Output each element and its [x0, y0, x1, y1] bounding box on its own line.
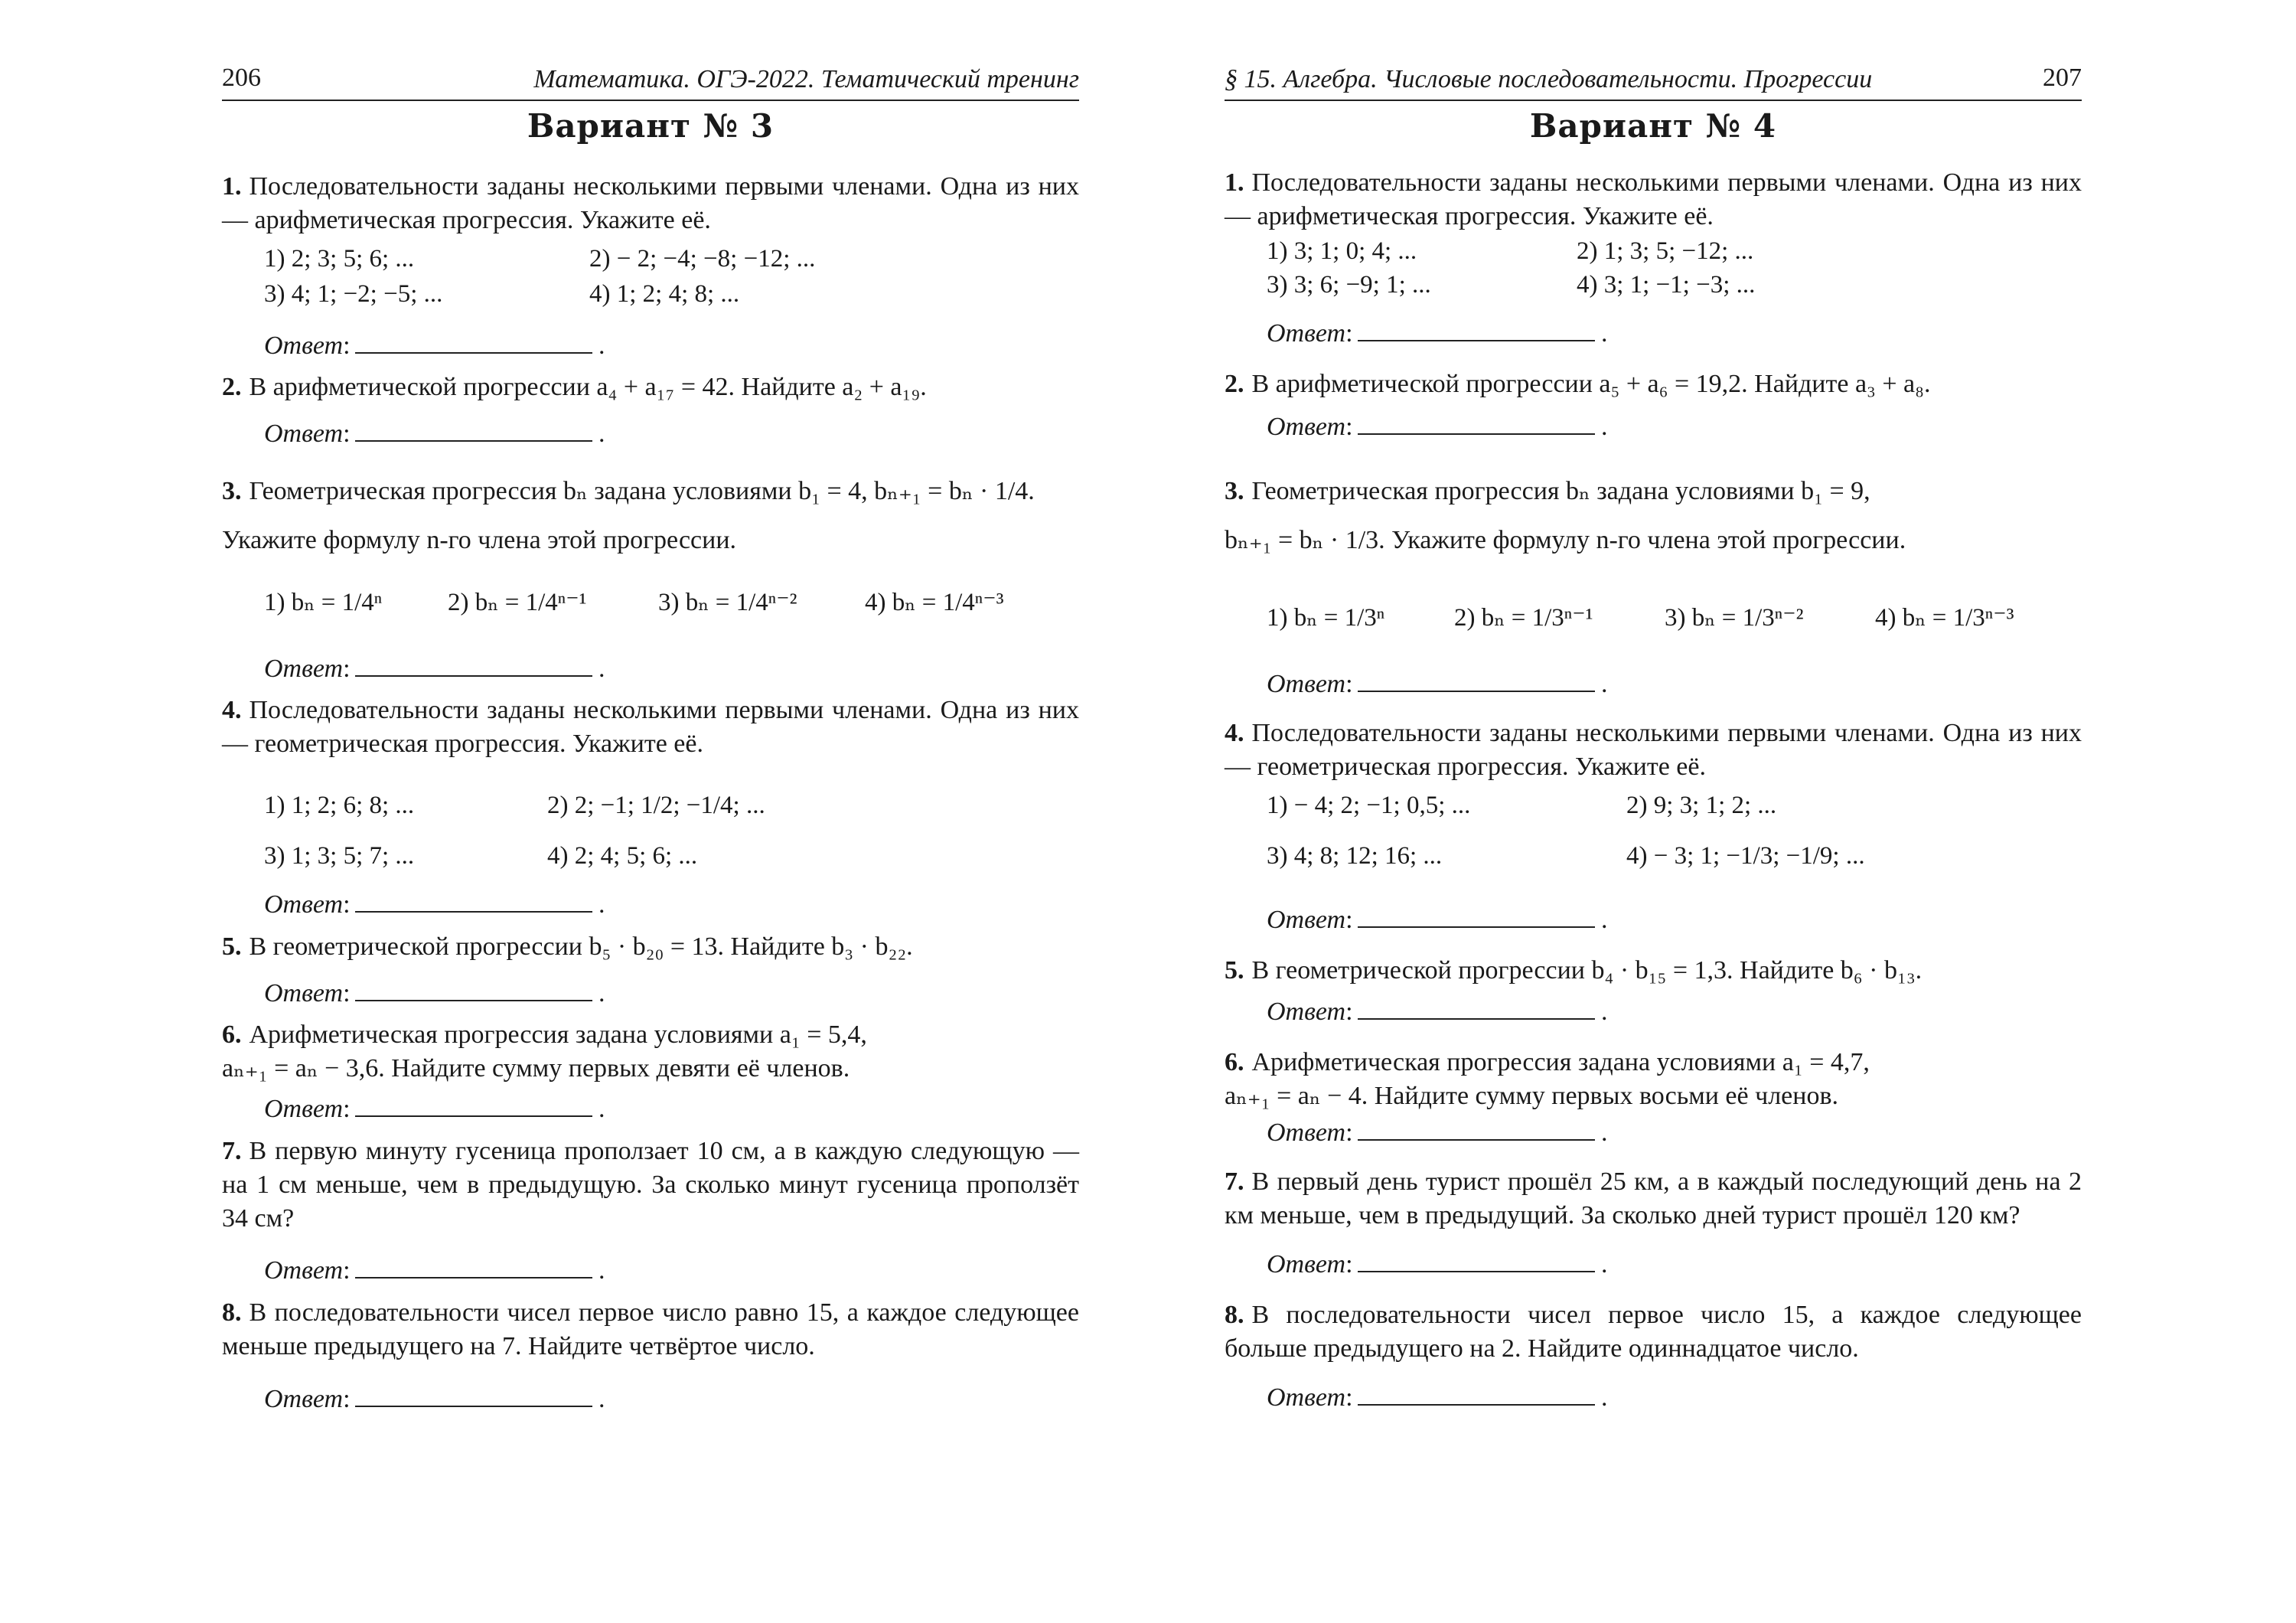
- question-1: [1225, 166, 2082, 233]
- question-number: 8.: [222, 1298, 242, 1327]
- answer-label: Ответ: [264, 331, 344, 360]
- question-4: [1225, 717, 2082, 784]
- question-6-line-2: aₙ₊₁ = aₙ − 3,6. Найдите сумму первых девяти её членов.: [222, 1054, 850, 1083]
- question-8: [1225, 1298, 2082, 1366]
- answer-label: Ответ: [264, 1385, 344, 1413]
- answer-label: Ответ: [264, 1256, 344, 1285]
- option-2[interactable]: 2) 9; 3; 1; 2; ...: [1626, 792, 1777, 819]
- answer-field-2[interactable]: Ответ: .: [1267, 410, 1608, 442]
- answer-label: Ответ: [1267, 1250, 1346, 1278]
- option-2[interactable]: 2) 1; 3; 5; −12; ...: [1577, 237, 1754, 265]
- question-text: В арифметической прогрессии a₅ + a₆ = 19,2. Найдите a₃ + a₈.: [1251, 370, 1931, 398]
- option-1[interactable]: 1) bₙ = 1/4ⁿ: [264, 589, 383, 616]
- question-text: Последовательности заданы несколькими первыми членами. Одна из них — геометрическая прогрессия. Укажите её.: [1225, 719, 2082, 781]
- option-4[interactable]: 4) bₙ = 1/3ⁿ⁻³: [1875, 604, 2014, 632]
- question-text: Геометрическая прогрессия bₙ задана условиями b₁ = 4, bₙ₊₁ = bₙ · 1/4.: [249, 477, 1035, 505]
- question-number: 2.: [222, 373, 242, 401]
- answer-field-8[interactable]: Ответ: .: [1267, 1381, 1608, 1412]
- answer-field-3[interactable]: Ответ: .: [1267, 668, 1608, 699]
- option-3[interactable]: 3) 4; 8; 12; 16; ...: [1267, 842, 1443, 870]
- answer-label: Ответ: [264, 979, 344, 1007]
- answer-field-4[interactable]: Ответ: .: [264, 888, 605, 919]
- question-5: [1225, 954, 2082, 988]
- question-2: [222, 371, 1079, 404]
- option-2[interactable]: 2) bₙ = 1/3ⁿ⁻¹: [1454, 604, 1593, 632]
- answer-field-7[interactable]: Ответ: .: [264, 1254, 605, 1285]
- page-header: [222, 61, 1079, 101]
- question-7: [1225, 1165, 2082, 1233]
- option-1[interactable]: 1) bₙ = 1/3ⁿ: [1267, 604, 1385, 632]
- question-number: 1.: [1225, 168, 1244, 197]
- answer-label: Ответ: [1267, 998, 1346, 1026]
- question-text: В первую минуту гусеница проползает 10 см, а в каждую следующую — на 1 см меньше, чем в предыдущую. За сколько минут гусеница проползёт 34 см?: [222, 1137, 1079, 1233]
- option-1[interactable]: 1) 3; 1; 0; 4; ...: [1267, 237, 1417, 265]
- variant-title: Вариант № 4: [1529, 107, 1777, 145]
- question-3-line-2: bₙ₊₁ = bₙ · 1/3. Укажите формулу n-го члена этой прогрессии.: [1225, 526, 1906, 554]
- answer-label: Ответ: [264, 420, 344, 448]
- question-text: Последовательности заданы несколькими первыми членами. Одна из них — геометрическая прогрессия. Укажите её.: [222, 696, 1079, 758]
- running-title: Математика. ОГЭ-2022. Тематический тренинг: [533, 65, 1079, 93]
- option-3[interactable]: 3) 3; 6; −9; 1; ...: [1267, 271, 1431, 299]
- option-3[interactable]: 3) bₙ = 1/4ⁿ⁻²: [658, 589, 797, 616]
- page-number: 207: [2043, 64, 2082, 92]
- question-number: 5.: [222, 932, 242, 961]
- option-3[interactable]: 3) bₙ = 1/3ⁿ⁻²: [1665, 604, 1804, 632]
- answer-label: Ответ: [1267, 319, 1346, 348]
- question-text: В последовательности чисел первое число 15, а каждое следующее больше предыдущего на 2. Найдите одиннадцатое число.: [1225, 1301, 2082, 1363]
- question-6: [1225, 1046, 2082, 1079]
- answer-field-8[interactable]: Ответ: .: [264, 1383, 605, 1414]
- question-text: Последовательности заданы несколькими первыми членами. Одна из них — арифметическая прогрессия. Укажите её.: [222, 172, 1079, 234]
- answer-label: Ответ: [1267, 1383, 1346, 1412]
- option-3[interactable]: 3) 1; 3; 5; 7; ...: [264, 842, 415, 870]
- question-number: 6.: [1225, 1048, 1244, 1076]
- answer-field-7[interactable]: Ответ: .: [1267, 1248, 1608, 1279]
- question-3-line-2: Укажите формулу n-го члена этой прогрессии.: [222, 526, 737, 554]
- page-header: [1225, 61, 2082, 101]
- question-number: 7.: [222, 1137, 242, 1165]
- option-4[interactable]: 4) 1; 2; 4; 8; ...: [589, 280, 740, 308]
- option-4[interactable]: 4) − 3; 1; −1/3; −1/9; ...: [1626, 842, 1865, 870]
- answer-field-5[interactable]: Ответ: .: [264, 977, 605, 1008]
- option-2[interactable]: 2) 2; −1; 1/2; −1/4; ...: [547, 792, 765, 819]
- question-text: Геометрическая прогрессия bₙ задана условиями b₁ = 9,: [1251, 477, 1870, 505]
- question-text: Последовательности заданы несколькими первыми членами. Одна из них — арифметическая прогрессия. Укажите её.: [1225, 168, 2082, 230]
- question-5: [222, 930, 1079, 964]
- question-6-line-2: aₙ₊₁ = aₙ − 4. Найдите сумму первых восьми её членов.: [1225, 1082, 1839, 1110]
- running-title: § 15. Алгебра. Числовые последовательности. Прогрессии: [1225, 65, 1873, 93]
- question-number: 4.: [1225, 719, 1244, 747]
- question-text: В геометрической прогрессии b₅ · b₂₀ = 13. Найдите b₃ · b₂₂.: [249, 932, 913, 961]
- answer-label: Ответ: [1267, 413, 1346, 441]
- answer-field-2[interactable]: Ответ: .: [264, 417, 605, 449]
- question-number: 1.: [222, 172, 242, 201]
- option-3[interactable]: 3) 4; 1; −2; −5; ...: [264, 280, 443, 308]
- question-text: Арифметическая прогрессия задана условиями a₁ = 5,4,: [249, 1020, 867, 1049]
- question-3: [222, 475, 1079, 508]
- question-text: В последовательности чисел первое число равно 15, а каждое следующее меньше предыдущего на 7. Найдите четвёртое число.: [222, 1298, 1079, 1360]
- option-1[interactable]: 1) 2; 3; 5; 6; ...: [264, 245, 415, 273]
- answer-label: Ответ: [1267, 1118, 1346, 1147]
- question-2: [1225, 367, 2082, 401]
- option-2[interactable]: 2) bₙ = 1/4ⁿ⁻¹: [448, 589, 587, 616]
- question-number: 3.: [1225, 477, 1244, 505]
- question-text: Арифметическая прогрессия задана условиями a₁ = 4,7,: [1251, 1048, 1870, 1076]
- answer-field-6[interactable]: Ответ: .: [264, 1092, 605, 1124]
- answer-label: Ответ: [264, 655, 344, 683]
- question-text: В геометрической прогрессии b₄ · b₁₅ = 1,3. Найдите b₆ · b₁₃.: [1251, 956, 1923, 985]
- answer-field-4[interactable]: Ответ: .: [1267, 903, 1608, 935]
- option-1[interactable]: 1) 1; 2; 6; 8; ...: [264, 792, 415, 819]
- answer-field-1[interactable]: Ответ: .: [1267, 317, 1608, 348]
- right-page: [1148, 0, 2296, 1623]
- option-2[interactable]: 2) − 2; −4; −8; −12; ...: [589, 245, 816, 273]
- question-8: [222, 1296, 1079, 1363]
- answer-field-6[interactable]: Ответ: .: [1267, 1116, 1608, 1148]
- answer-label: Ответ: [1267, 670, 1346, 698]
- question-number: 6.: [222, 1020, 242, 1049]
- variant-title: Вариант № 3: [527, 107, 775, 145]
- question-number: 7.: [1225, 1167, 1244, 1196]
- question-6: [222, 1018, 1079, 1052]
- question-number: 3.: [222, 477, 242, 505]
- question-7: [222, 1135, 1079, 1236]
- answer-field-3[interactable]: Ответ: .: [264, 652, 605, 684]
- answer-label: Ответ: [264, 890, 344, 919]
- answer-label: Ответ: [264, 1095, 344, 1123]
- answer-field-5[interactable]: Ответ: .: [1267, 995, 1608, 1027]
- option-1[interactable]: 1) − 4; 2; −1; 0,5; ...: [1267, 792, 1471, 819]
- question-3: [1225, 475, 2082, 508]
- question-number: 2.: [1225, 370, 1244, 398]
- option-4[interactable]: 4) bₙ = 1/4ⁿ⁻³: [865, 589, 1004, 616]
- question-number: 4.: [222, 696, 242, 724]
- question-1: [222, 170, 1079, 237]
- question-text: В первый день турист прошёл 25 км, а в каждый последующий день на 2 км меньше, чем в предыдущий. За сколько дней турист прошёл 120 км?: [1225, 1167, 2082, 1229]
- answer-field-1[interactable]: Ответ: .: [264, 329, 605, 361]
- question-number: 8.: [1225, 1301, 1244, 1329]
- question-number: 5.: [1225, 956, 1244, 985]
- option-4[interactable]: 4) 2; 4; 5; 6; ...: [547, 842, 698, 870]
- answer-label: Ответ: [1267, 906, 1346, 934]
- question-4: [222, 694, 1079, 761]
- page-number: 206: [222, 64, 261, 92]
- question-text: В арифметической прогрессии a₄ + a₁₇ = 42. Найдите a₂ + a₁₉.: [249, 373, 927, 401]
- option-4[interactable]: 4) 3; 1; −1; −3; ...: [1577, 271, 1756, 299]
